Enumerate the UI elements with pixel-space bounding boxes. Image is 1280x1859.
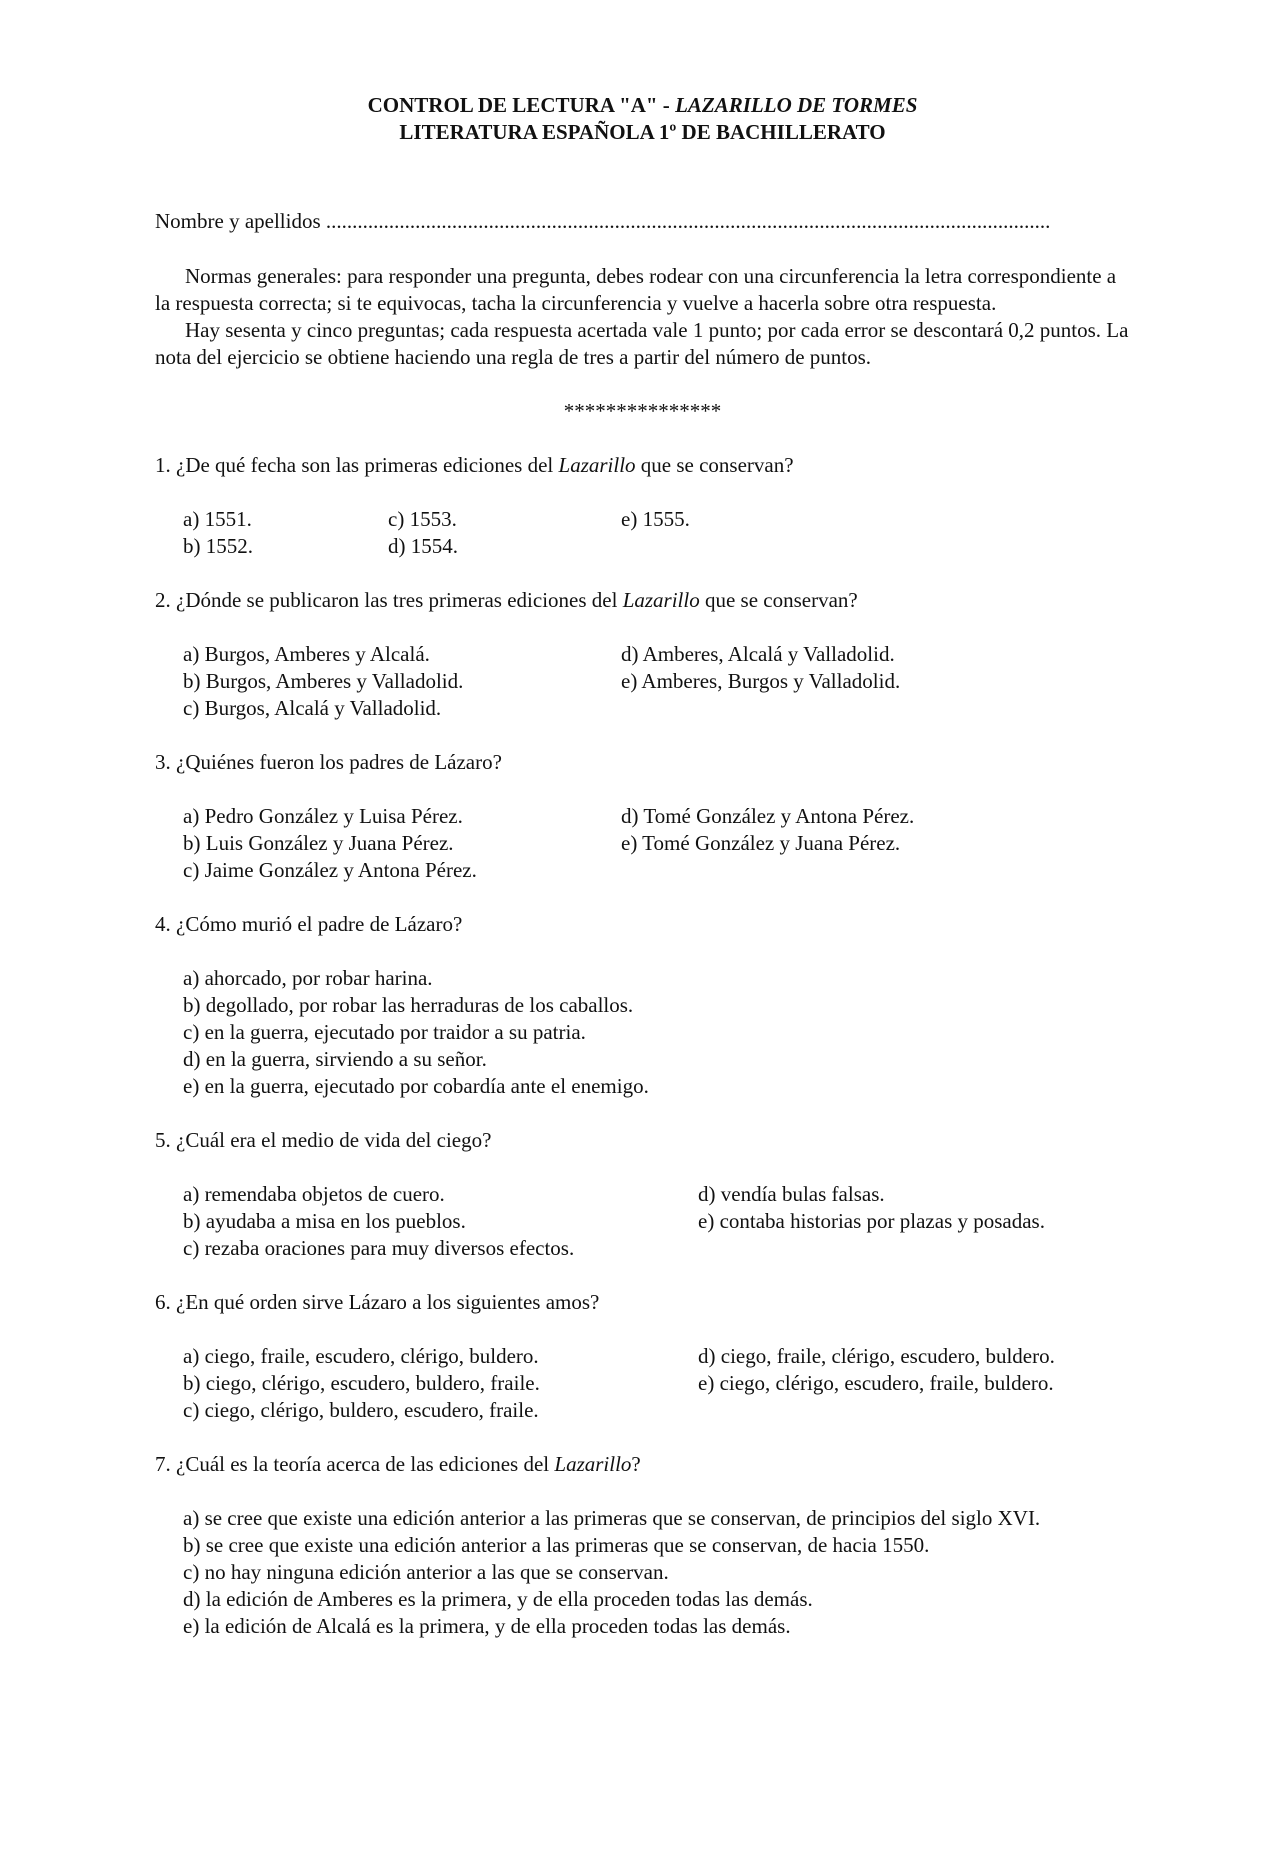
name-field-line: Nombre y apellidos .......................................................................................................................................... <box>155 209 1051 233</box>
general-rules <box>155 263 1130 371</box>
question-7-option-e[interactable]: e) la edición de Alcalá es la primera, y de ella proceden todas las demás. <box>183 1614 791 1638</box>
question-4-text-pre: 4. ¿Cómo murió el padre de Lázaro? <box>155 912 463 936</box>
question-6-text <box>155 1289 1130 1316</box>
question-5-text-pre: 5. ¿Cuál era el medio de vida del ciego? <box>155 1128 492 1152</box>
question-6-option-c[interactable]: c) ciego, clérigo, buldero, escudero, fraile. <box>183 1398 539 1422</box>
question-6 <box>155 1289 1130 1424</box>
question-2-text-pre: 2. ¿Dónde se publicaron las tres primeras ediciones del <box>155 588 623 612</box>
question-2-text <box>155 587 1130 614</box>
question-1-text-italic: Lazarillo <box>558 453 636 477</box>
document-page <box>155 92 1130 1640</box>
question-7-text-italic: Lazarillo <box>554 1452 632 1476</box>
question-2-option-e[interactable]: e) Amberes, Burgos y Valladolid. <box>621 669 901 693</box>
question-4-text <box>155 911 1130 938</box>
document-subtitle: LITERATURA ESPAÑOLA 1º DE BACHILLERATO <box>399 120 886 144</box>
question-3-option-d[interactable]: d) Tomé González y Antona Pérez. <box>621 804 915 828</box>
question-6-option-a[interactable]: a) ciego, fraile, escudero, clérigo, buldero. <box>183 1344 539 1368</box>
question-7-option-c[interactable]: c) no hay ninguna edición anterior a las que se conservan. <box>183 1560 669 1584</box>
question-1-option-e[interactable]: e) 1555. <box>621 507 690 531</box>
question-3-text-pre: 3. ¿Quiénes fueron los padres de Lázaro? <box>155 750 502 774</box>
rules-paragraph-2: Hay sesenta y cinco preguntas; cada respuesta acertada vale 1 punto; por cada error se descontará 0,2 puntos. La nota del ejercicio se obtiene haciendo una regla de tres a partir del número de puntos. <box>155 318 1129 369</box>
question-7-option-a[interactable]: a) se cree que existe una edición anterior a las primeras que se conservan, de principios del siglo XVI. <box>183 1506 1041 1530</box>
question-3-option-c[interactable]: c) Jaime González y Antona Pérez. <box>183 858 477 882</box>
question-3-options <box>155 803 1130 884</box>
question-1-options <box>155 506 1130 560</box>
question-5-option-a[interactable]: a) remendaba objetos de cuero. <box>183 1182 445 1206</box>
title-italic: LAZARILLO DE TORMES <box>675 93 918 117</box>
question-1-option-b[interactable]: b) 1552. <box>183 534 253 558</box>
question-7-text-post: ? <box>631 1452 641 1476</box>
question-2-option-c[interactable]: c) Burgos, Alcalá y Valladolid. <box>183 696 442 720</box>
question-4-options <box>155 965 1130 1100</box>
question-6-text-pre: 6. ¿En qué orden sirve Lázaro a los siguientes amos? <box>155 1290 600 1314</box>
question-5-options <box>155 1181 1130 1262</box>
question-5 <box>155 1127 1130 1262</box>
question-4-option-d[interactable]: d) en la guerra, sirviendo a su señor. <box>183 1047 487 1071</box>
question-3-option-e[interactable]: e) Tomé González y Juana Pérez. <box>621 831 901 855</box>
question-7-option-d[interactable]: d) la edición de Amberes es la primera, y de ella proceden todas las demás. <box>183 1587 813 1611</box>
question-5-option-e[interactable]: e) contaba historias por plazas y posadas. <box>698 1209 1045 1233</box>
question-3-option-b[interactable]: b) Luis González y Juana Pérez. <box>183 831 454 855</box>
question-1-text <box>155 452 1130 479</box>
question-7-option-b[interactable]: b) se cree que existe una edición anterior a las primeras que se conservan, de hacia 1550. <box>183 1533 930 1557</box>
question-5-text <box>155 1127 1130 1154</box>
question-7-options <box>155 1505 1130 1640</box>
section-separator: *************** <box>563 399 722 423</box>
question-6-option-d[interactable]: d) ciego, fraile, clérigo, escudero, buldero. <box>698 1344 1055 1368</box>
question-4-option-b[interactable]: b) degollado, por robar las herraduras de los caballos. <box>183 993 634 1017</box>
question-2-option-a[interactable]: a) Burgos, Amberes y Alcalá. <box>183 642 430 666</box>
question-1-text-pre: 1. ¿De qué fecha son las primeras ediciones del <box>155 453 559 477</box>
document-title <box>155 92 1130 119</box>
question-2 <box>155 587 1130 722</box>
question-5-option-c[interactable]: c) rezaba oraciones para muy diversos efectos. <box>183 1236 575 1260</box>
question-4-option-e[interactable]: e) en la guerra, ejecutado por cobardía ante el enemigo. <box>183 1074 649 1098</box>
question-2-option-d[interactable]: d) Amberes, Alcalá y Valladolid. <box>621 642 895 666</box>
question-1-option-a[interactable]: a) 1551. <box>183 507 252 531</box>
question-7 <box>155 1451 1130 1640</box>
question-4-option-a[interactable]: a) ahorcado, por robar harina. <box>183 966 433 990</box>
question-7-text-pre: 7. ¿Cuál es la teoría acerca de las ediciones del <box>155 1452 555 1476</box>
question-7-text <box>155 1451 1130 1478</box>
question-1-option-c[interactable]: c) 1553. <box>388 507 457 531</box>
question-3-option-a[interactable]: a) Pedro González y Luisa Pérez. <box>183 804 463 828</box>
question-3-text <box>155 749 1130 776</box>
question-2-text-post: que se conservan? <box>699 588 858 612</box>
question-6-option-b[interactable]: b) ciego, clérigo, escudero, buldero, fraile. <box>183 1371 540 1395</box>
question-2-options <box>155 641 1130 722</box>
title-prefix: CONTROL DE LECTURA "A" - <box>367 93 676 117</box>
question-6-option-e[interactable]: e) ciego, clérigo, escudero, fraile, buldero. <box>698 1371 1054 1395</box>
question-5-option-b[interactable]: b) ayudaba a misa en los pueblos. <box>183 1209 466 1233</box>
question-4-option-c[interactable]: c) en la guerra, ejecutado por traidor a su patria. <box>183 1020 586 1044</box>
question-5-option-d[interactable]: d) vendía bulas falsas. <box>698 1182 885 1206</box>
rules-paragraph-1: Normas generales: para responder una pregunta, debes rodear con una circunferencia la letra correspondiente a la respuesta correcta; si te equivocas, tacha la circunferencia y vuelve a hacerla sobre otra respuesta. <box>155 264 1117 315</box>
question-1-option-d[interactable]: d) 1554. <box>388 534 458 558</box>
question-3 <box>155 749 1130 884</box>
question-2-option-b[interactable]: b) Burgos, Amberes y Valladolid. <box>183 669 464 693</box>
question-4 <box>155 911 1130 1100</box>
question-1 <box>155 452 1130 560</box>
question-2-text-italic: Lazarillo <box>622 588 700 612</box>
question-6-options <box>155 1343 1130 1424</box>
question-1-text-post: que se conservan? <box>635 453 794 477</box>
